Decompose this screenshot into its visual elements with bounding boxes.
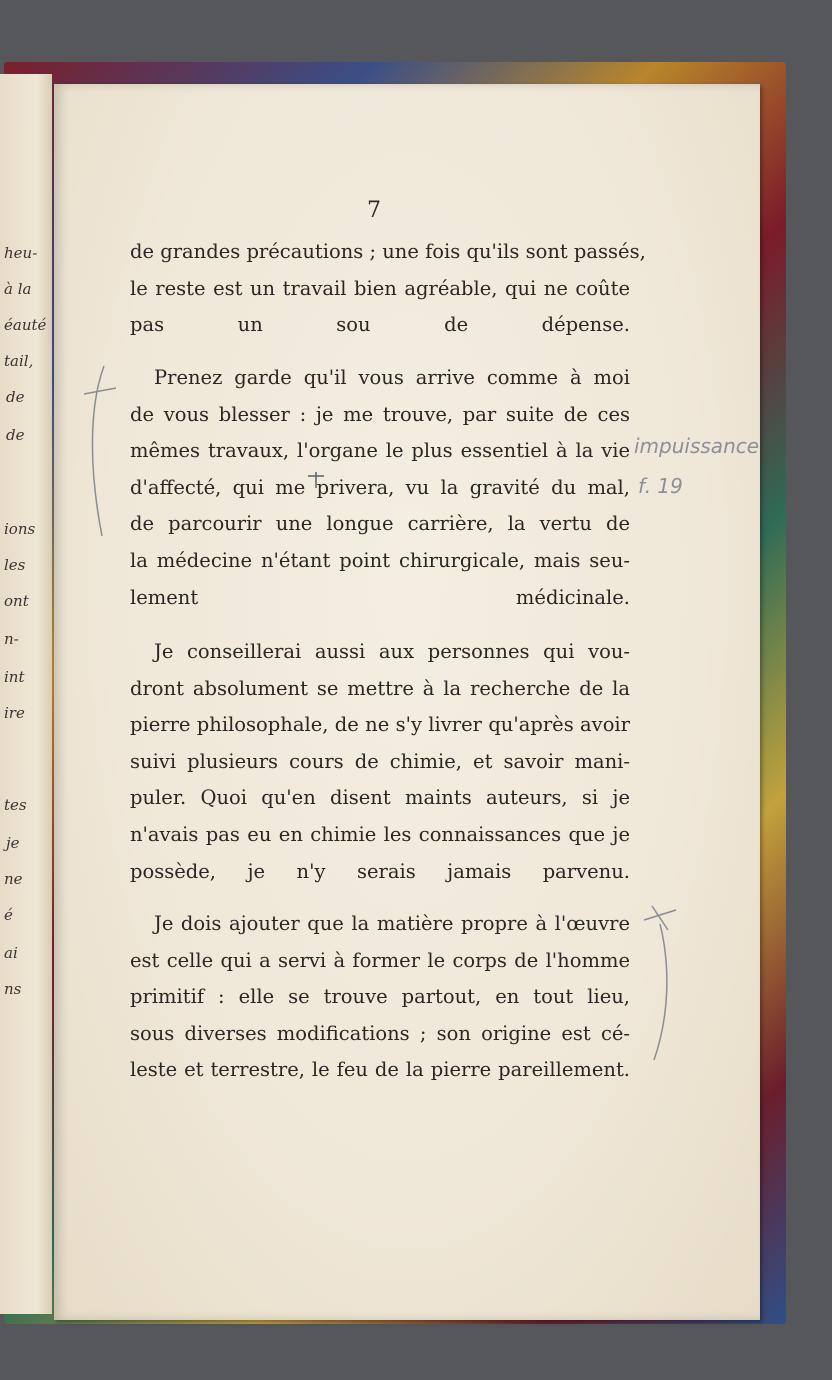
text-line: pierre philosophale, de ne s'y livrer qu'après avoir — [130, 713, 630, 737]
facing-page-fragment: ns — [4, 980, 22, 998]
facing-page-fragment: ions — [4, 520, 36, 538]
text-line: de parcourir une longue carrière, la vertu de — [130, 512, 630, 536]
margin-note-handwritten: f. 19 — [638, 474, 683, 498]
facing-page-fragment: je — [6, 834, 20, 852]
facing-page-edge — [0, 74, 52, 1314]
pencil-marks — [54, 84, 760, 1320]
facing-page-fragment: tes — [4, 796, 27, 814]
text-line: mêmes travaux, l'organe le plus essentiel à la vie — [130, 439, 630, 463]
text-line: puler. Quoi qu'en disent maints auteurs, si je — [130, 786, 630, 810]
facing-page-fragment: de — [6, 388, 25, 406]
facing-page-fragment: ne — [4, 870, 23, 888]
text-line: la médecine n'étant point chirurgicale, mais seu- — [130, 548, 630, 572]
facing-page-fragment: de — [6, 426, 25, 444]
book-page — [54, 84, 760, 1320]
text-line: de grandes précautions ; une fois qu'ils sont passés, — [130, 240, 646, 263]
text-line: Je dois ajouter que la matière propre à l'œuvre — [154, 912, 630, 935]
facing-page-fragment: n- — [4, 630, 19, 648]
pencil-bracket-right — [654, 924, 667, 1060]
facing-page-fragment: ont — [4, 592, 29, 610]
text-line: sous diverses modifications ; son origine est cé- — [130, 1021, 630, 1045]
text-line: pas un sou de dépense. — [130, 313, 630, 337]
facing-page-fragment: à la — [4, 280, 32, 298]
text-line: le reste est un travail bien agréable, qui ne coûte — [130, 276, 630, 300]
text-line: Je conseillerai aussi aux personnes qui vou- — [154, 640, 630, 663]
facing-page-fragment: int — [4, 668, 25, 686]
pencil-cross-stroke — [84, 388, 116, 394]
text-line: primitif : elle se trouve partout, en tout lieu, — [130, 985, 630, 1009]
text-line: possède, je n'y serais jamais parvenu. — [130, 859, 630, 883]
facing-page-fragment: les — [4, 556, 26, 574]
text-line: Prenez garde qu'il vous arrive comme à moi — [154, 366, 630, 389]
text-line: dront absolument se mettre à la recherche de la — [130, 676, 630, 700]
pencil-plus-mark — [308, 472, 324, 488]
facing-page-fragment: ai — [4, 944, 18, 962]
text-line: lement médicinale. — [130, 585, 630, 609]
facing-page-fragment: éauté — [4, 316, 47, 334]
facing-page-fragment: heu- — [4, 244, 38, 262]
facing-page-fragment: é — [4, 906, 13, 924]
text-line: d'affecté, qui me privera, vu la gravité du mal, — [130, 475, 630, 499]
text-line: n'avais pas eu en chimie les connaissances que je — [130, 822, 630, 846]
page-number: 7 — [367, 198, 381, 223]
facing-page-fragment: ire — [4, 704, 25, 722]
text-line: de vous blesser : je me trouve, par suite de ces — [130, 402, 630, 426]
facing-page-fragment: tail, — [4, 352, 34, 370]
text-line: suivi plusieurs cours de chimie, et savoir mani- — [130, 749, 630, 773]
text-line: est celle qui a servi à former le corps de l'homme — [130, 948, 630, 972]
text-line: leste et terrestre, le feu de la pierre pareillement. — [130, 1058, 630, 1082]
margin-note-handwritten: impuissance — [634, 434, 760, 458]
